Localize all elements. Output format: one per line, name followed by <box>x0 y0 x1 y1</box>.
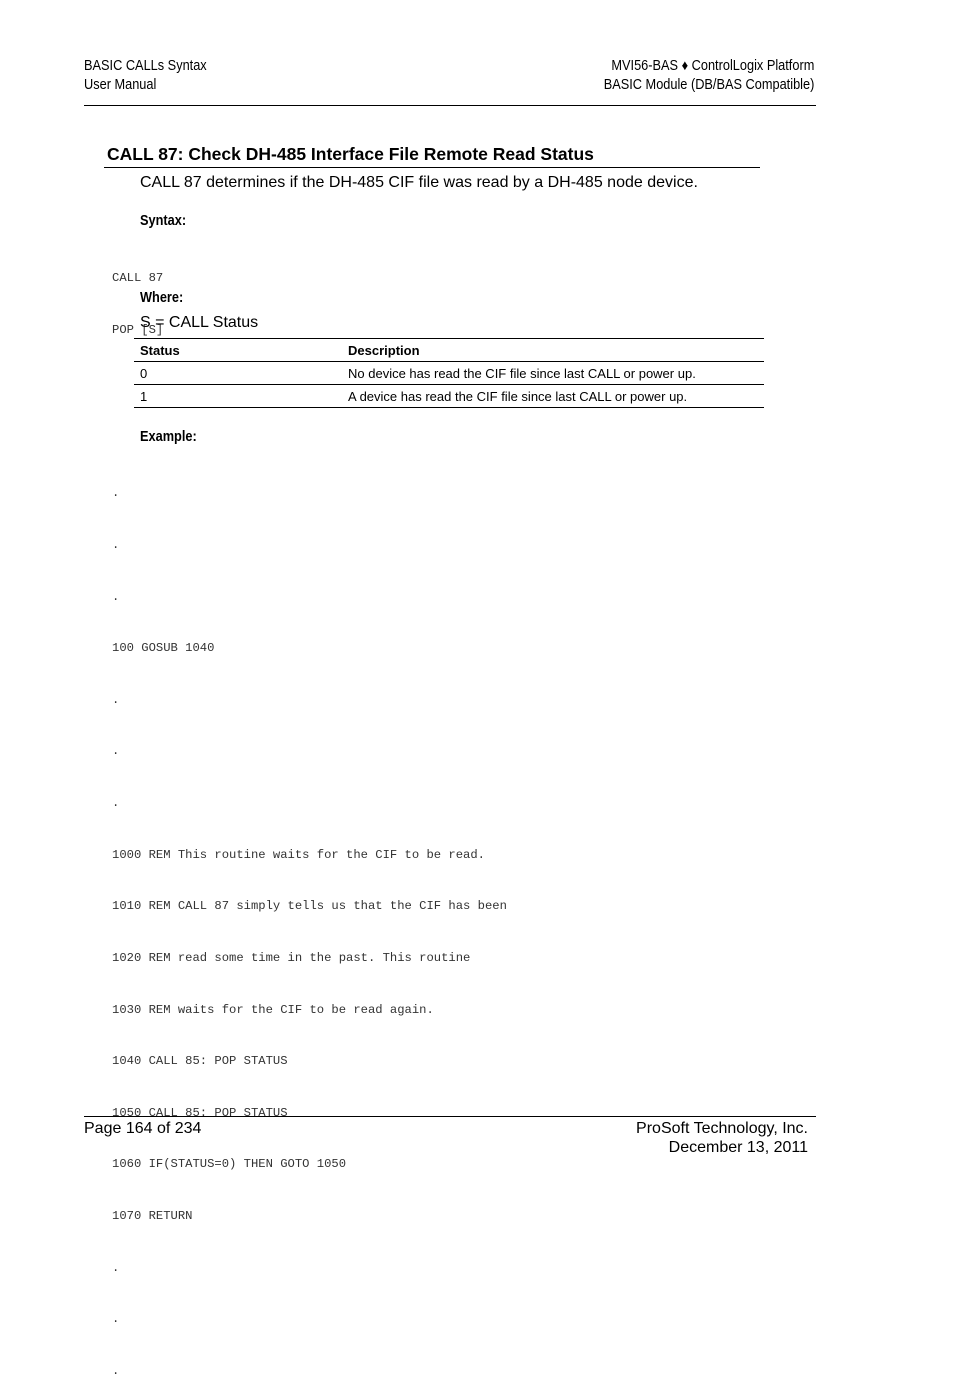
example-code-block <box>112 451 507 1397</box>
description-column-header: Description <box>342 339 764 362</box>
footer-right <box>636 1119 808 1157</box>
code-line: 1070 RETURN <box>112 1208 193 1223</box>
status-column-header: Status <box>134 339 342 362</box>
status-table <box>134 338 764 408</box>
description-cell: A device has read the CIF file since last CALL or power up. <box>342 385 764 408</box>
code-line: . <box>112 538 120 553</box>
header-product: MVI56-BAS ♦ ControlLogix Platform <box>611 58 814 74</box>
section-title-rule <box>104 167 760 168</box>
code-line: . <box>112 1312 120 1327</box>
status-cell: 1 <box>134 385 342 408</box>
syntax-line: CALL 87 <box>112 271 164 286</box>
code-line: . <box>112 486 120 501</box>
syntax-line: POP [S] <box>112 323 164 338</box>
code-line: 1060 IF(STATUS=0) THEN GOTO 1050 <box>112 1157 347 1172</box>
footer-page-number: Page 164 of 234 <box>84 1120 202 1137</box>
code-line: . <box>112 796 120 811</box>
code-line: . <box>112 589 120 604</box>
header-left <box>84 57 207 95</box>
status-cell: 0 <box>134 362 342 385</box>
example-heading: Example: <box>140 429 197 445</box>
header-right <box>603 57 814 95</box>
status-table-header-row <box>134 339 764 362</box>
description-cell: No device has read the CIF file since last CALL or power up. <box>342 362 764 385</box>
code-line: . <box>112 692 120 707</box>
code-line: 1010 REM CALL 87 simply tells us that the CIF has been <box>112 899 507 914</box>
header-doc-type: User Manual <box>84 77 157 93</box>
header-section-name: BASIC CALLs Syntax <box>84 58 207 74</box>
where-definition: S = CALL Status <box>140 314 259 331</box>
code-line: . <box>112 1363 120 1378</box>
code-line: 1040 CALL 85: POP STATUS <box>112 1054 288 1069</box>
code-line: 100 GOSUB 1040 <box>112 641 215 656</box>
code-line: . <box>112 1260 120 1275</box>
header-module: BASIC Module (DB/BAS Compatible) <box>603 77 814 93</box>
code-line: 1000 REM This routine waits for the CIF to be read. <box>112 847 485 862</box>
syntax-heading: Syntax: <box>140 213 187 229</box>
code-line: 1030 REM waits for the CIF to be read again. <box>112 1002 434 1017</box>
code-line: 1050 CALL 85: POP STATUS <box>112 1105 288 1120</box>
footer-company: ProSoft Technology, Inc. <box>636 1120 808 1137</box>
code-line: 1020 REM read some time in the past. This routine <box>112 950 471 965</box>
footer-rule <box>84 1116 816 1117</box>
section-title: CALL 87: Check DH-485 Interface File Remote Read Status <box>107 144 594 164</box>
footer-date: December 13, 2011 <box>668 1139 808 1156</box>
where-heading: Where: <box>140 290 184 306</box>
table-row <box>134 385 764 408</box>
code-line: . <box>112 744 120 759</box>
section-intro: CALL 87 determines if the DH-485 CIF file was read by a DH-485 node device. <box>140 174 698 191</box>
header-rule <box>84 105 816 106</box>
table-row <box>134 362 764 385</box>
